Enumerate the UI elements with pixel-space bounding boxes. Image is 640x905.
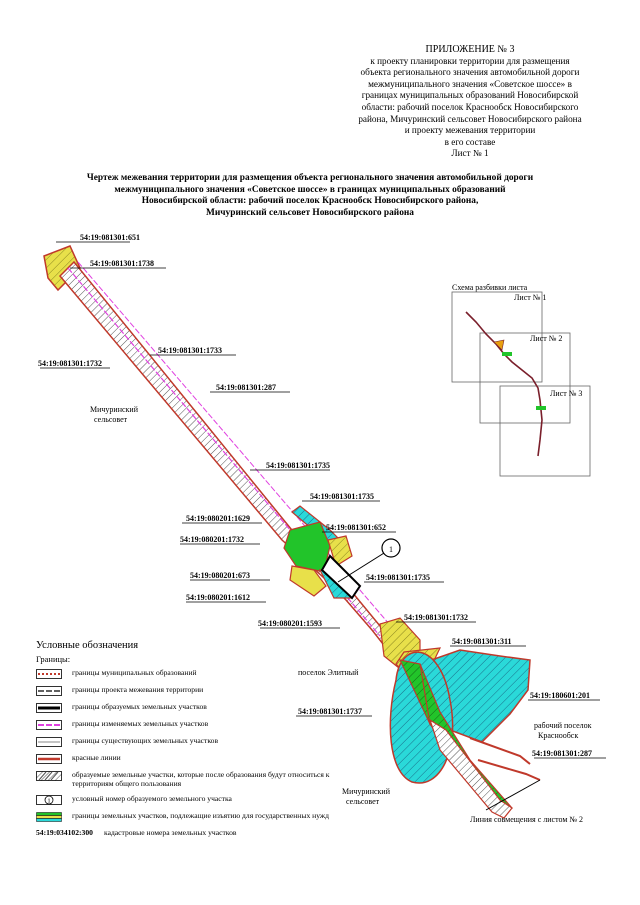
legend-item [36,736,336,747]
parcel-label: 54:19:081301:311 [452,637,512,646]
drawing-title-line: Чертеж межевания территории для размещения объекта регионального значения автомобильной дороги [86,173,534,183]
project-boundary-swatch [36,686,62,696]
appendix-number: ПРИЛОЖЕНИЕ № 3 [425,44,515,55]
appendix-line: в его составе [444,136,496,147]
parcel-label: 54:19:080201:1612 [186,593,250,602]
place-elitny: поселок Элитный [298,668,359,677]
legend-item-text: границы проекта межевания территории [72,685,204,694]
legend-item-text: границы изменяемых земельных участков [72,719,209,728]
appendix-line: объекта регионального значения автомобильной дороги [360,67,580,78]
scheme-green-mark [502,352,512,356]
legend-item [36,685,336,696]
parcel-label: 54:19:081301:287 [532,749,592,758]
legend-item [36,668,336,679]
drawing-title-line: межмуниципального значения «Советское шоссе» в границах муниципальных образований [114,184,506,195]
legend-item-text: образуемые земельные участки, которые после образования будут относиться к территориям общего пользования [72,770,330,788]
parcel-label: 54:19:081301:1735 [366,573,430,582]
public-use-parcel-swatch [36,771,62,781]
parcel-label: 54:19:081301:287 [216,383,276,392]
place-michurinsky-1: Мичуринский [90,405,138,414]
drawing-title-line: Новосибирской области: рабочий поселок Краснообск Новосибирского района, [141,196,479,207]
legend-item [36,770,336,788]
scheme-sheet-2 [480,333,570,423]
parcel-label: 54:19:080201:673 [190,571,250,580]
legend-item-text: границы муниципальных образований [72,668,197,677]
parcel-label: 54:19:080201:1732 [180,535,244,544]
legend-item-text: условный номер образуемого земельного участка [72,794,232,803]
red-line-swatch [36,754,62,764]
green-parcel-1629 [284,522,330,572]
place-michurinsky-2: Мичуринский [342,787,390,796]
parcel-label: 54:19:081301:1737 [298,707,362,716]
appendix-line: района, Мичуринский сельсовет Новосибирского района [358,113,582,124]
red-line [478,760,540,780]
parcel-label: 54:19:180601:201 [530,691,590,700]
appendix-line: межмуниципального значения «Советское шоссе» в [368,78,572,89]
legend-group: Границы: [36,654,71,664]
parcel-number-swatch [36,795,62,805]
legend [36,640,336,837]
parcel-label: 54:19:081301:652 [326,523,386,532]
legend-item [36,719,336,730]
place-krasnoobsk: Краснообск [538,731,579,740]
cadastral-example: 54:19:034102:300 [36,828,93,837]
municipal-boundary-swatch [36,669,62,679]
cadastral-text: кадастровые номера земельных участков [104,828,237,837]
scheme-sheet-1-label: Лист № 1 [514,293,547,302]
legend-item [36,811,336,822]
parcel-label: 54:19:080201:1593 [258,619,322,628]
legend-item [36,794,336,805]
legend-item [36,753,336,764]
scheme-sheet-3-label: Лист № 3 [550,389,583,398]
legend-title: Условные обозначения [36,640,139,651]
existing-parcel-boundary-swatch [36,737,62,747]
parcel-label: 54:19:081301:1735 [310,492,374,501]
scheme-sheet-2-label: Лист № 2 [530,334,563,343]
seizure-parcel-swatch [36,812,62,822]
parcel-number-marker-text: 1 [389,545,393,554]
drawing-title-line: Мичуринский сельсовет Новосибирского района [206,207,414,218]
parcel-label: 54:19:080201:1629 [186,514,250,523]
parcel-label: 54:19:081301:1732 [38,359,102,368]
sheet-scheme [452,283,590,476]
scheme-green-mark [536,406,546,410]
parcel-number-swatch-text: 1 [47,797,51,805]
parcel-label: 54:19:081301:1735 [266,461,330,470]
legend-cadastral [36,828,336,837]
scheme-sheet-3 [500,386,590,476]
appendix-line: и проекту межевания территории [404,125,536,136]
appendix-line: границах муниципальных образований Новосибирской [361,90,579,101]
legend-item-text: границы существующих земельных участков [72,736,219,745]
legend-item-text: границы образуемых земельных участков [72,702,207,711]
scheme-title: Схема разбивки листа [452,283,528,292]
legend-item-text: границы земельных участков, подлежащие изъятию для государственных нужд [72,811,330,820]
changed-parcel-boundary-swatch [36,720,62,730]
parcel-label: 54:19:081301:1738 [90,259,154,268]
appendix-line: области: рабочий поселок Краснообск Новосибирского [361,101,579,112]
formed-parcel-boundary-swatch [36,703,62,713]
match-line-label: Линия совмещения с листом № 2 [470,815,584,824]
parcel-label: 54:19:081301:1732 [404,613,468,622]
place-krasnoobsk: рабочий поселок [534,721,592,730]
place-michurinsky-2: сельсовет [346,797,380,806]
appendix-line: к проекту планировки территории для размещения [370,55,570,66]
parcel-label: 54:19:081301:651 [80,233,140,242]
appendix-line: Лист № 1 [451,148,489,159]
legend-item [36,702,336,713]
place-michurinsky-1: сельсовет [94,415,128,424]
parcel-label: 54:19:081301:1733 [158,346,222,355]
legend-item-text: красные линии [72,753,121,762]
scheme-sheet-1 [452,292,542,382]
